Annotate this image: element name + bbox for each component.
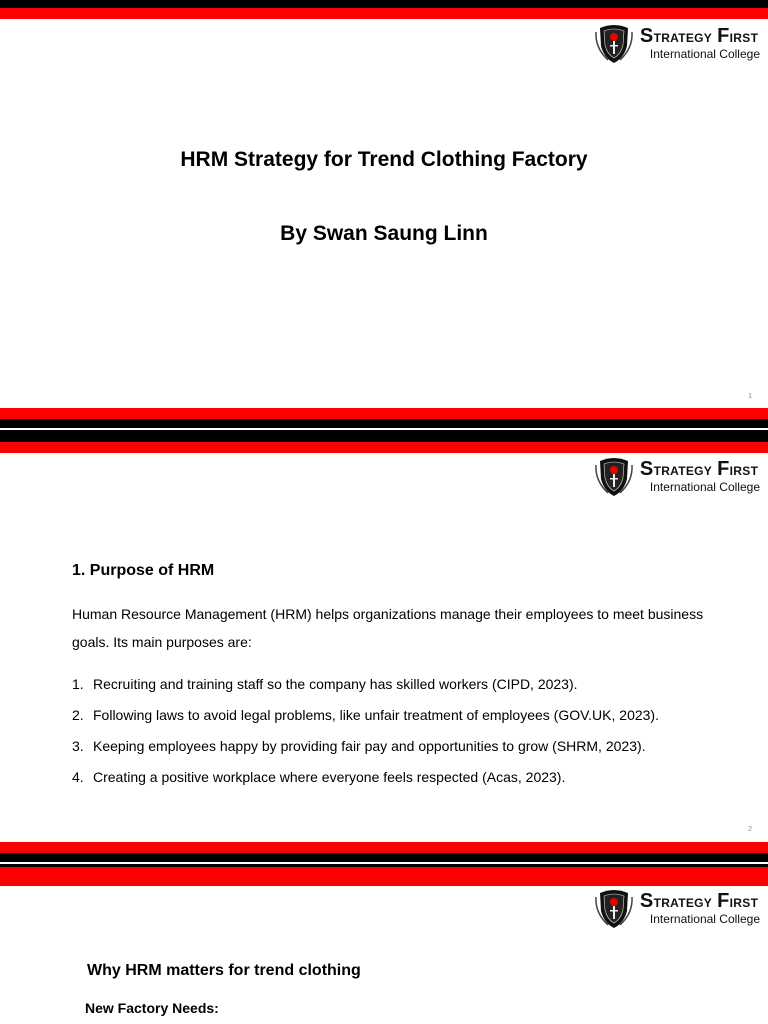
slide-title: HRM Strategy for Trend Clothing Factory [180, 148, 588, 171]
slide-1 [0, 0, 768, 434]
list-item: 1. Recruiting and training staff so the company has skilled workers (CIPD, 2023). [72, 676, 578, 692]
logo-title: Strategy First [639, 25, 759, 47]
header-stripes [0, 867, 768, 886]
section-subheading: New Factory Needs: [85, 1000, 219, 1016]
section-heading: Why HRM matters for trend clothing [87, 962, 361, 979]
slide-3 [0, 867, 768, 1024]
footer-stripes [0, 842, 768, 867]
page-number: 2 [748, 826, 752, 833]
page-number: 1 [748, 393, 752, 400]
footer-stripes [0, 408, 768, 434]
logo-subtitle: International College [649, 912, 760, 926]
college-logo [594, 22, 760, 64]
logo-title: Strategy First [639, 890, 759, 912]
logo-title: Strategy First [639, 458, 759, 480]
header-stripes [0, 0, 768, 19]
section-heading: 1. Purpose of HRM [72, 562, 215, 579]
list-item: 3. Keeping employees happy by providing fair pay and opportunities to grow (SHRM, 2023). [72, 738, 646, 754]
crest-icon [594, 455, 634, 497]
header-stripes [0, 434, 768, 453]
college-logo [594, 887, 760, 929]
slide-author: By Swan Saung Linn [280, 222, 488, 245]
list-item: 2. Following laws to avoid legal problems, like unfair treatment of employees (GOV.UK, 2023). [72, 707, 659, 723]
college-logo [594, 455, 760, 497]
logo-subtitle: International College [649, 47, 760, 61]
logo-subtitle: International College [649, 480, 760, 494]
crest-icon [594, 887, 634, 929]
purpose-list [72, 676, 732, 800]
list-item: 4. Creating a positive workplace where everyone feels respected (Acas, 2023). [72, 769, 566, 785]
crest-icon [594, 22, 634, 64]
slide-2 [0, 434, 768, 867]
intro-paragraph: Human Resource Management (HRM) helps organizations manage their employees to meet business goals. Its main purposes are: [72, 606, 704, 650]
